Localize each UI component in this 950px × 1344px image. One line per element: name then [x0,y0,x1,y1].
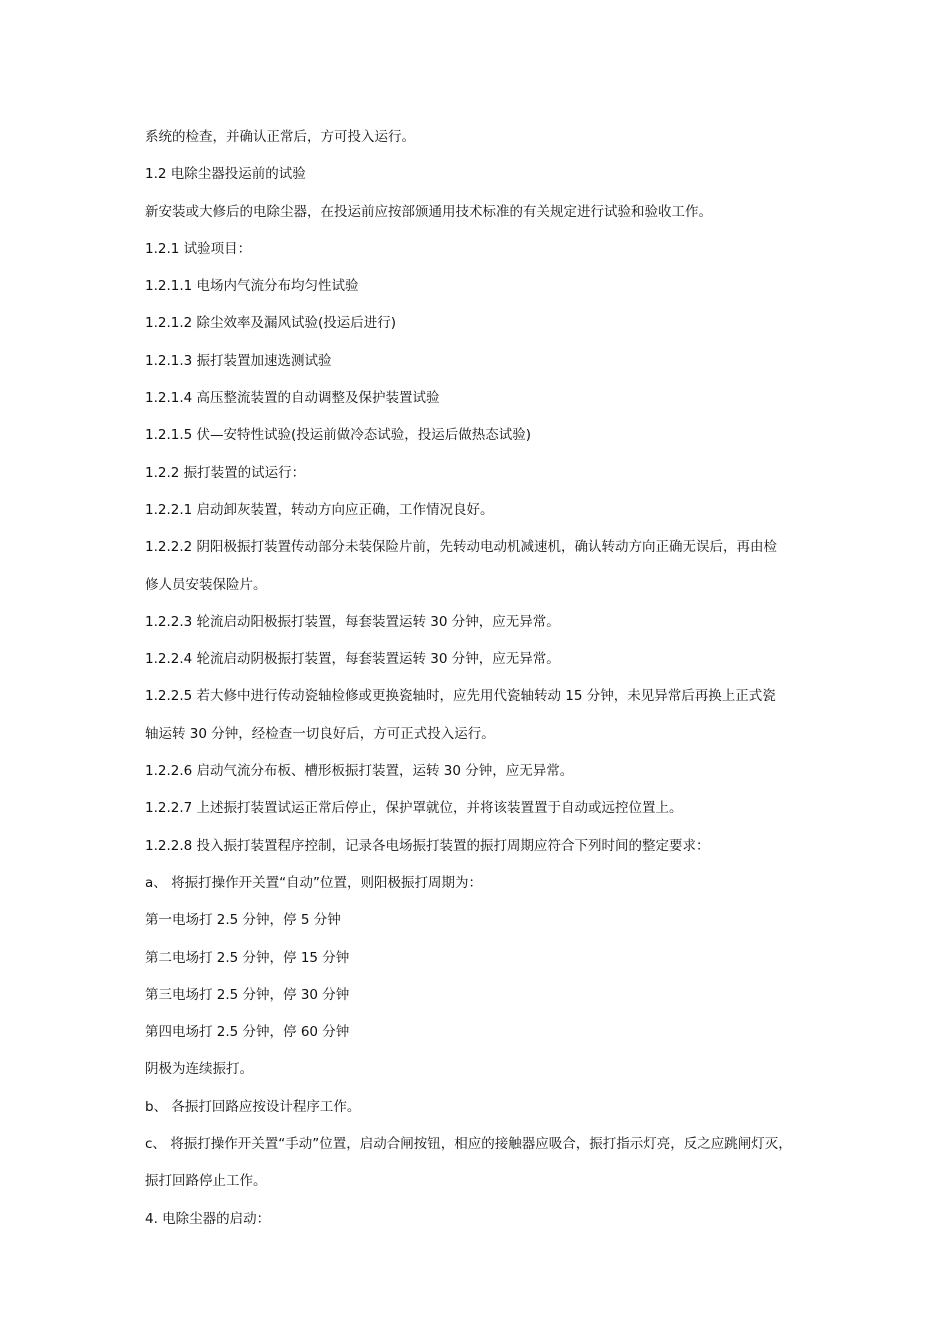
list-item: 1.2.2.2 阴阳极振打装置传动部分未装保险片前，先转动电动机减速机，确认转动方向正确无误后，再由检 [145,539,778,556]
list-item: 1.2.2.4 轮流启动阴极振打装置，每套装置运转 30 分钟，应无异常。 [145,651,560,668]
subsection-heading: 1.2.1 试验项目： [145,240,252,257]
schedule-line: 第二电场打 2.5 分钟，停 15 分钟 [145,949,350,966]
schedule-line: 第三电场打 2.5 分钟，停 30 分钟 [145,986,350,1003]
list-item-continuation: 轴运转 30 分钟，经检查一切良好后，方可正式投入运行。 [145,725,495,742]
list-item: 1.2.2.1 启动卸灰装置，转动方向应正确，工作情况良好。 [145,501,494,518]
paragraph-line: 阴极为连续振打。 [145,1061,253,1078]
list-item: 1.2.2.6 启动气流分布板、槽形板振打装置，运转 30 分钟，应无异常。 [145,763,574,780]
sub-item: b、 各振打回路应按设计程序工作。 [145,1098,361,1115]
schedule-line: 第一电场打 2.5 分钟，停 5 分钟 [145,912,341,929]
sub-item: a、 将振打操作开关置“自动”位置，则阳极振打周期为： [145,874,483,891]
paragraph-line: 系统的检查，并确认正常后，方可投入运行。 [145,129,415,145]
list-item: 1.2.1.4 高压整流装置的自动调整及保护装置试验 [145,390,440,407]
subsection-heading: 1.2.2 振打装置的试运行： [145,464,306,481]
list-item: 1.2.2.3 轮流启动阳极振打装置，每套装置运转 30 分钟，应无异常。 [145,613,560,630]
list-item: 1.2.1.1 电场内气流分布均匀性试验 [145,278,359,295]
sub-item-continuation: 振打回路停止工作。 [145,1173,267,1190]
section-heading: 4. 电除尘器的启动： [145,1210,271,1227]
schedule-line: 第四电场打 2.5 分钟，停 60 分钟 [145,1024,350,1041]
list-item: 1.2.2.5 若大修中进行传动瓷轴检修或更换瓷轴时，应先用代瓷轴转动 15 分钟，未见异常后再换上正式瓷 [145,688,776,705]
list-item: 1.2.1.5 伏—安特性试验(投运前做冷态试验，投运后做热态试验) [145,427,532,444]
list-item-continuation: 修人员安装保险片。 [145,576,267,593]
list-item: 1.2.1.2 除尘效率及漏风试验(投运后进行) [145,315,397,332]
sub-item: c、 将振打操作开关置“手动”位置，启动合闸按钮，相应的接触器应吸合，振打指示灯亮，反之应跳闸灯灭， [145,1136,792,1153]
section-heading: 1.2 电除尘器投运前的试验 [145,166,306,183]
list-item: 1.2.2.7 上述振打装置试运正常后停止，保护罩就位，并将该装置置于自动或远控位置上。 [145,800,683,817]
document-body [145,123,815,1242]
list-item: 1.2.1.3 振打装置加速选测试验 [145,352,332,369]
paragraph-line: 新安装或大修后的电除尘器，在投运前应按部颁通用技术标准的有关规定进行试验和验收工作。 [145,203,712,220]
list-item: 1.2.2.8 投入振打装置程序控制，记录各电场振打装置的振打周期应符合下列时间的整定要求： [145,837,710,854]
